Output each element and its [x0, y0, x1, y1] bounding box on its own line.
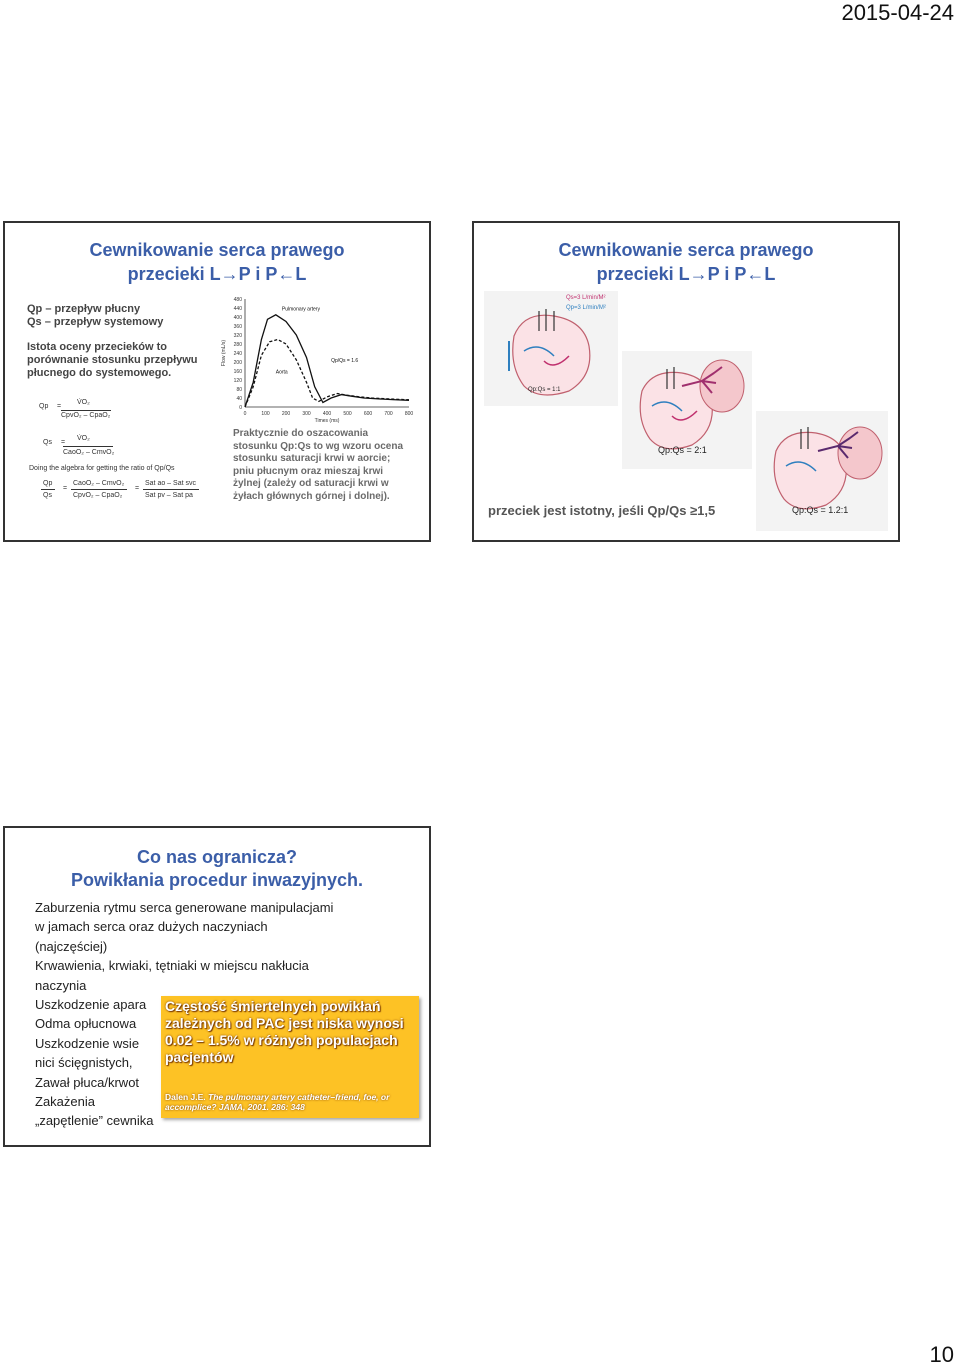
ratio-right-top: Sat ao – Sat svc: [145, 480, 196, 487]
callout-text: Częstość śmiertelnych powikłań zależnych od PAC jest niska wynosi 0.02 – 1.5% w różnych populacjach pacjentów: [165, 998, 404, 1065]
ratio-right-bottom: Sat pv – Sat pa: [145, 492, 193, 499]
slide-3-title-line2: Powikłania procedur inwazyjnych.: [70, 870, 364, 890]
ratio-qs: Qs: [43, 492, 52, 499]
practical-text: Praktycznie do oszacowania stosunku Qp:Qs to wg wzoru ocena stosunku saturacji krwi w aorcie; pniu płucnym oraz mieszaj krwi żylnej (zależy od saturacji krwi w żyłach głównych górnej i dolnej).: [233, 428, 404, 502]
y-tick-label: 480: [233, 297, 242, 303]
list-item: Krwawienia, krwiaki, tętniaki w miejscu nakłucia: [35, 958, 309, 974]
slide-3-title-line1: Co nas ogranicza?: [136, 847, 298, 867]
list-item: (najczęściej): [35, 938, 108, 954]
x-tick-label: 400: [322, 411, 332, 417]
list-item: w jamach serca oraz dużych naczyniach: [35, 919, 268, 935]
callout-citation: [165, 1092, 415, 1112]
ratio-line-1: [41, 489, 55, 490]
x-axis-label: Times (ms): [314, 418, 340, 424]
list-item: Zawał płuca/krwot: [35, 1074, 140, 1090]
list-item: „zapętlenie” cewnika: [35, 1113, 154, 1129]
list-item: naczynia: [35, 977, 87, 993]
ratio-eq-1: =: [63, 485, 68, 492]
list-item: Zakażenia: [35, 1094, 95, 1110]
x-tick-label: 100: [261, 411, 270, 417]
ratio-mid-bottom: CpvO₂ – CpaO₂: [73, 492, 123, 499]
y-tick-label: 400: [233, 315, 242, 321]
y-axis-label: Flow (mL/s): [221, 339, 227, 367]
panel1-ratio: Qp:Qs = 1:1: [528, 387, 561, 393]
flow-chart: [215, 295, 415, 430]
x-tick-label: 300: [302, 411, 311, 417]
y-tick-label: 160: [233, 369, 242, 375]
qp-label: Qp: [39, 403, 49, 410]
y-tick-label: 40: [236, 396, 242, 402]
y-tick-label: 360: [233, 324, 242, 330]
series-line-pulmonary-artery: [245, 315, 409, 407]
qp-denominator: CpvO₂ – CpaO₂: [61, 412, 111, 419]
heart-diagram-1: [484, 291, 618, 406]
list-item: Odma opłucnowa: [35, 1016, 137, 1032]
chart-annotation: Qp/Qs = 1.6: [331, 358, 359, 364]
series-label-aorta: Aorta: [275, 369, 288, 376]
slide-1: [3, 221, 431, 542]
y-tick-label: 440: [233, 306, 242, 312]
qs-definition: Qs – przepływ systemowy: [27, 316, 164, 328]
y-tick-label: 240: [233, 351, 242, 357]
list-item: Uszkodzenie wsie: [35, 1035, 140, 1051]
qp-numerator: V̇O₂: [77, 399, 90, 406]
y-tick-label: 280: [233, 342, 242, 348]
shunt-significance-text: przeciek jest istotny, jeśli Qp/Qs ≥1,5: [488, 503, 716, 518]
slide-3: [3, 826, 431, 1147]
page-number: 10: [929, 1342, 954, 1367]
slide-2-title-line2: przecieki L→P i P←L: [596, 264, 776, 284]
list-item: Uszkodzenie apara: [35, 997, 147, 1013]
series-label-pulmonary-artery: Pulmonary artery: [281, 306, 320, 313]
citation-author: Dalen J.E.: [165, 1092, 206, 1102]
citation-title: The pulmonary artery catheter–friend, foe, or accomplice? JAMA, 2001. 286: 348: [165, 1092, 390, 1112]
ratio-eq-2: =: [135, 485, 140, 492]
page-date: 2015-04-24: [841, 0, 954, 25]
mortality-callout: [161, 996, 419, 1118]
qp-definition: Qp – przepływ płucny: [27, 303, 141, 315]
ratio-qp: Qp: [43, 480, 53, 487]
x-tick-label: 500: [343, 411, 352, 417]
panel1-qs: Qs=3 L/min/M²: [566, 295, 606, 301]
slide-2: [472, 221, 900, 542]
qp-eq: =: [57, 403, 62, 410]
x-tick-label: 200: [281, 411, 291, 417]
slide-1-title-line2: przecieki L→P i P←L: [127, 264, 307, 284]
list-item: nici ścięgnistych,: [35, 1055, 133, 1071]
y-tick-label: 200: [233, 360, 242, 366]
panel3-ratio: Qp:Qs = 1.2:1: [792, 505, 849, 515]
slide-1-notes: [27, 303, 207, 380]
ratio-line-3: [143, 489, 199, 490]
algebra-caption: Doing the algebra for getting the ratio of Qp/Qs: [29, 465, 175, 472]
qs-fraction-line: [63, 446, 113, 447]
y-tick-label: 80: [236, 387, 242, 393]
slide-1-title-line1: Cewnikowanie serca prawego: [89, 240, 345, 260]
list-item: Zaburzenia rytmu serca generowane manipulacjami: [35, 900, 334, 915]
y-tick-label: 120: [233, 378, 242, 384]
panel2-ratio: Qp:Qs = 2:1: [658, 445, 707, 455]
qp-fraction-line: [61, 410, 111, 411]
heart-diagram-2: [622, 351, 752, 469]
x-tick-label: 800: [404, 411, 414, 417]
y-tick-label: 0: [239, 405, 242, 411]
slide-2-title-line1: Cewnikowanie serca prawego: [558, 240, 814, 260]
qs-eq: =: [61, 439, 66, 446]
qs-label: Qs: [43, 439, 52, 446]
essence-text: Istota oceny przecieków to porównanie stosunku przepływu płucnego do systemowego.: [27, 341, 198, 379]
qs-denominator: CaoO₂ – CmvO₂: [63, 449, 115, 456]
x-tick-label: 600: [363, 411, 373, 417]
x-tick-label: 700: [384, 411, 393, 417]
ratio-mid-top: CaoO₂ – CmvO₂: [73, 480, 125, 487]
qs-numerator: V̇O₂: [77, 435, 90, 442]
y-tick-label: 320: [233, 333, 242, 339]
heart-diagram-3: [756, 411, 888, 531]
x-tick-label: 0: [243, 411, 247, 417]
ratio-line-2: [71, 489, 127, 490]
panel1-qp: Qp=3 L/min/M²: [566, 305, 606, 311]
series-line-aorta: [245, 340, 409, 408]
